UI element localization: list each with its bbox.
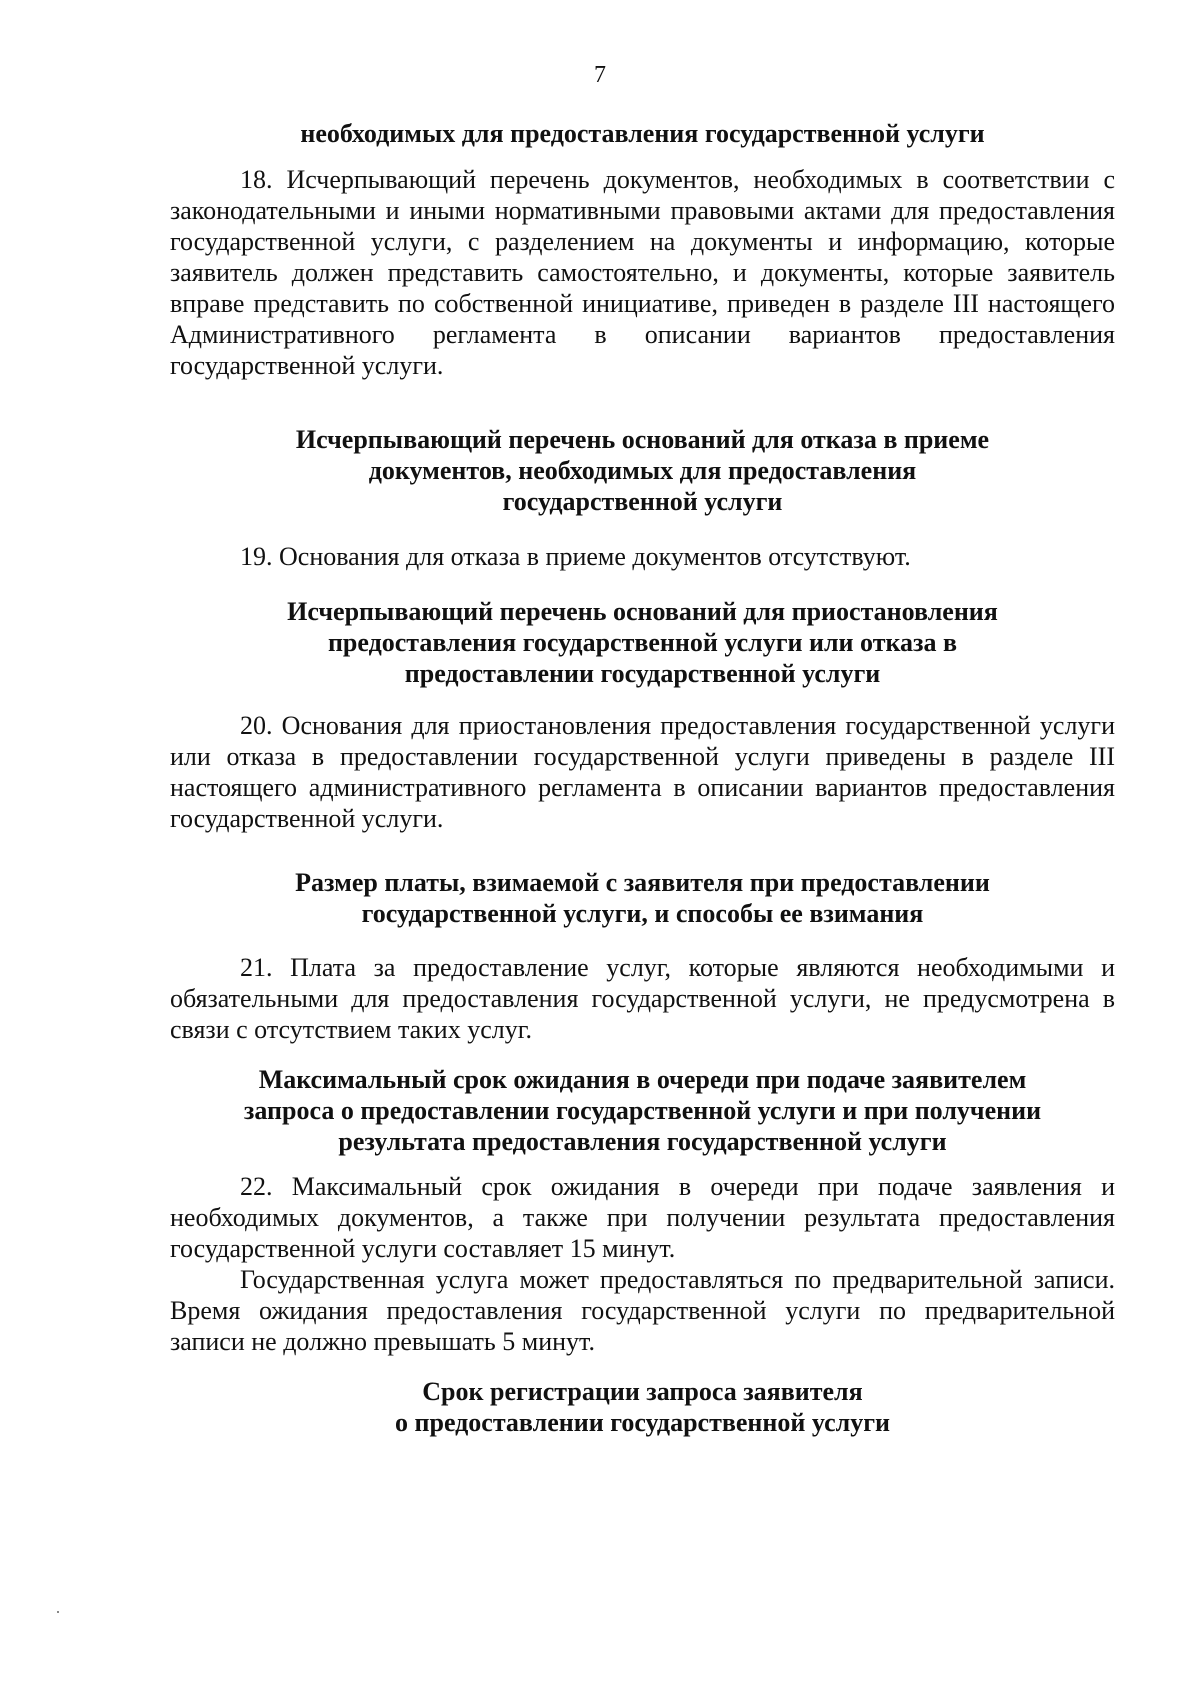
section-heading-waiting-time [170, 1064, 1115, 1157]
heading-line: Исчерпывающий перечень оснований для приостановления [287, 597, 998, 626]
section-heading-suspension [170, 596, 1115, 689]
heading-line: Размер платы, взимаемой с заявителя при предоставлении [295, 868, 990, 897]
paragraph-21 [170, 952, 1115, 1045]
paragraph-20-text: 20. Основания для приостановления предоставления государственной услуги или отказа в предоставлении государственной услуги приведены в разделе III настоящего административного регламента в описании вариантов предоставления государственной услуги. [170, 711, 1115, 833]
paragraph-21-text: 21. Плата за предоставление услуг, которые являются необходимыми и обязательными для предоставления государственной услуги, не предусмотрена в связи с отсутствием таких услуг. [170, 953, 1115, 1044]
heading-line: государственной услуги [502, 487, 783, 516]
section-heading-refusal-acceptance [170, 424, 1115, 517]
scan-speck [57, 1611, 59, 1613]
section-heading-registration [170, 1376, 1115, 1438]
heading-line: документов, необходимых для предоставления [368, 456, 917, 485]
heading-line: государственной услуги, и способы ее взимания [361, 899, 924, 928]
paragraph-19 [170, 541, 1115, 572]
heading-line: предоставлении государственной услуги [404, 659, 881, 688]
heading-line: запроса о предоставлении государственной услуги и при получении [243, 1096, 1042, 1125]
paragraph-18-text: 18. Исчерпывающий перечень документов, необходимых в соответствии с законодательными и иными нормативными правовыми актами для предоставления государственной услуги, с разделением на документы и информацию, которые заявитель должен представить самостоятельно, и документы, которые заявитель вправе представить по собственной инициативе, приведен в разделе III настоящего Административного регламента в описании вариантов предоставления государственной услуги. [170, 165, 1115, 380]
paragraph-22-text: 22. Максимальный срок ожидания в очереди при подаче заявления и необходимых документов, а также при получении результата предоставления государственной услуги составляет 15 минут. [170, 1172, 1115, 1263]
page-number: 7 [594, 62, 606, 88]
paragraph-22 [170, 1171, 1115, 1264]
heading-line: результата предоставления государственной услуги [338, 1127, 947, 1156]
paragraph-18 [170, 164, 1115, 381]
heading-line: о предоставлении государственной услуги [395, 1408, 890, 1437]
paragraph-20 [170, 710, 1115, 834]
heading-line: Исчерпывающий перечень оснований для отказа в приеме [295, 425, 990, 454]
section-heading-documents-tail [170, 118, 1115, 149]
paragraph-19-text: 19. Основания для отказа в приеме документов отсутствуют. [240, 542, 911, 571]
section-heading-fee [170, 867, 1115, 929]
heading-line: предоставления государственной услуги или отказа в [327, 628, 958, 657]
heading-line: Срок регистрации запроса заявителя [422, 1377, 863, 1406]
heading-line: необходимых для предоставления государственной услуги [300, 119, 985, 148]
paragraph-22-continued-text: Государственная услуга может предоставляться по предварительной записи. Время ожидания предоставления государственной услуги по предварительной записи не должно превышать 5 минут. [170, 1265, 1115, 1356]
paragraph-22-continued [170, 1264, 1115, 1357]
heading-line: Максимальный срок ожидания в очереди при подаче заявителем [258, 1065, 1027, 1094]
